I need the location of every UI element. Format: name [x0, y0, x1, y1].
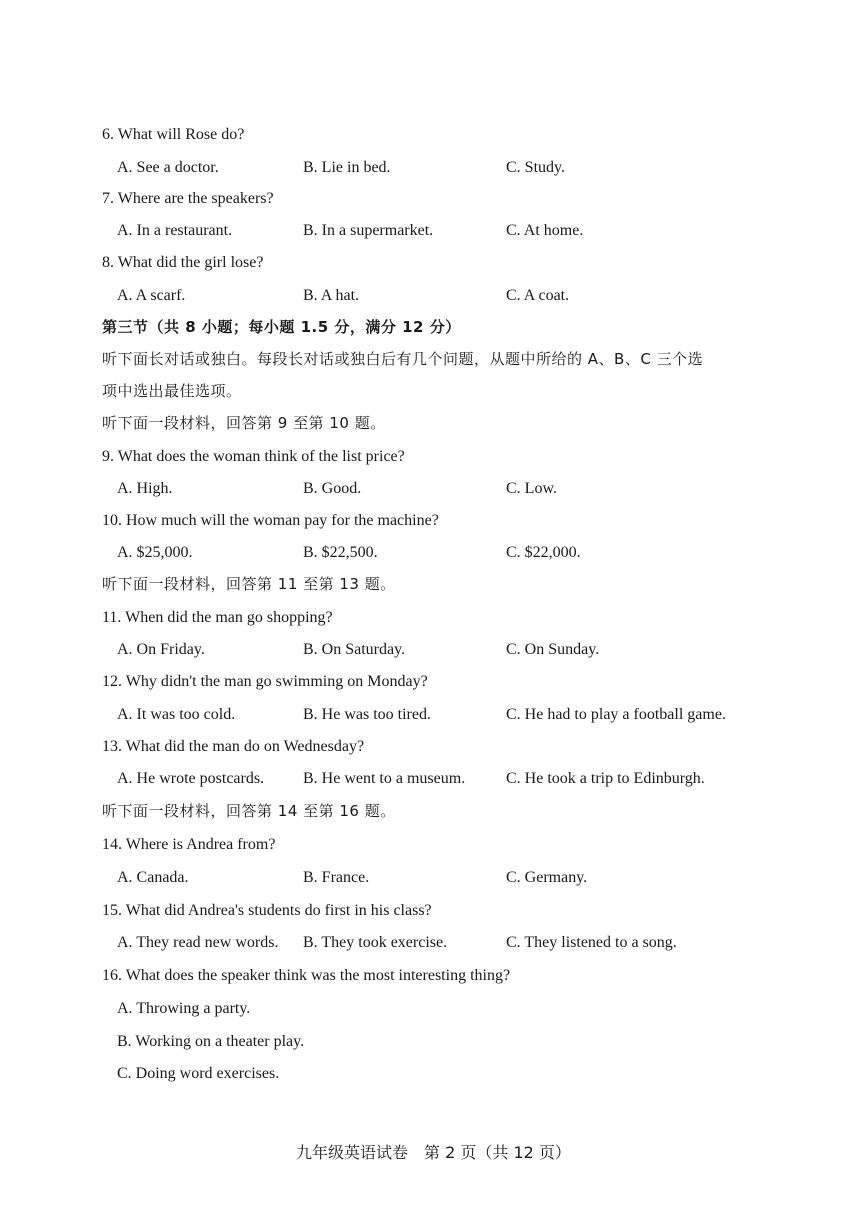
q12-option-b: B. He was too tired.	[303, 706, 431, 723]
question-14: 14. Where is Andrea from?	[102, 836, 276, 853]
question-12: 12. Why didn't the man go swimming on Monday?	[102, 673, 428, 690]
q14-option-b: B. France.	[303, 869, 370, 886]
q10-option-b: B. $22,500.	[303, 544, 378, 561]
q14-option-c: C. Germany.	[506, 869, 588, 886]
q14-option-a: A. Canada.	[117, 869, 189, 886]
material-1-heading: 听下面一段材料，回答第 9 至第 10 题。	[102, 414, 386, 432]
q6-option-c: C. Study.	[506, 159, 565, 176]
question-13: 13. What did the man do on Wednesday?	[102, 738, 365, 755]
q15-option-a: A. They read new words.	[117, 934, 279, 951]
q13-option-b: B. He went to a museum.	[303, 770, 466, 787]
q15-option-b: B. They took exercise.	[303, 934, 448, 951]
q15-option-c: C. They listened to a song.	[506, 934, 677, 951]
q7-option-a: A. In a restaurant.	[117, 222, 233, 239]
page-footer: 九年级英语试卷 第 2 页（共 12 页）	[296, 1143, 571, 1162]
q7-option-c: C. At home.	[506, 222, 584, 239]
question-8: 8. What did the girl lose?	[102, 254, 264, 271]
q6-option-b: B. Lie in bed.	[303, 159, 391, 176]
q16-option-b: B. Working on a theater play.	[117, 1033, 305, 1050]
q6-option-a: A. See a doctor.	[117, 159, 219, 176]
material-2-heading: 听下面一段材料，回答第 11 至第 13 题。	[102, 575, 396, 593]
q11-option-c: C. On Sunday.	[506, 641, 600, 658]
q11-option-b: B. On Saturday.	[303, 641, 406, 658]
q12-option-a: A. It was too cold.	[117, 706, 236, 723]
q10-option-c: C. $22,000.	[506, 544, 581, 561]
q9-option-b: B. Good.	[303, 480, 362, 497]
q8-option-b: B. A hat.	[303, 287, 360, 304]
q16-option-c: C. Doing word exercises.	[117, 1065, 280, 1082]
question-7: 7. Where are the speakers?	[102, 190, 274, 207]
question-9: 9. What does the woman think of the list price?	[102, 448, 405, 465]
material-3-heading: 听下面一段材料，回答第 14 至第 16 题。	[102, 802, 396, 820]
question-15: 15. What did Andrea's students do first in his class?	[102, 902, 432, 919]
q8-option-a: A. A scarf.	[117, 287, 186, 304]
section3-instruction-line1: 听下面长对话或独白。每段长对话或独白后有几个问题，从题中所给的 A、B、C 三个选	[102, 350, 704, 368]
q16-option-a: A. Throwing a party.	[117, 1000, 251, 1017]
q11-option-a: A. On Friday.	[117, 641, 205, 658]
q13-option-a: A. He wrote postcards.	[117, 770, 265, 787]
q8-option-c: C. A coat.	[506, 287, 570, 304]
q7-option-b: B. In a supermarket.	[303, 222, 434, 239]
question-10: 10. How much will the woman pay for the machine?	[102, 512, 439, 529]
q13-option-c: C. He took a trip to Edinburgh.	[506, 770, 705, 787]
q9-option-c: C. Low.	[506, 480, 557, 497]
section3-title: 第三节（共 8 小题；每小题 1.5 分，满分 12 分）	[102, 318, 461, 336]
q12-option-c: C. He had to play a football game.	[506, 706, 726, 723]
question-6: 6. What will Rose do?	[102, 126, 245, 143]
q10-option-a: A. $25,000.	[117, 544, 193, 561]
q9-option-a: A. High.	[117, 480, 173, 497]
question-11: 11. When did the man go shopping?	[102, 609, 333, 626]
question-16: 16. What does the speaker think was the most interesting thing?	[102, 967, 511, 984]
section3-instruction-line2: 项中选出最佳选项。	[102, 382, 242, 400]
